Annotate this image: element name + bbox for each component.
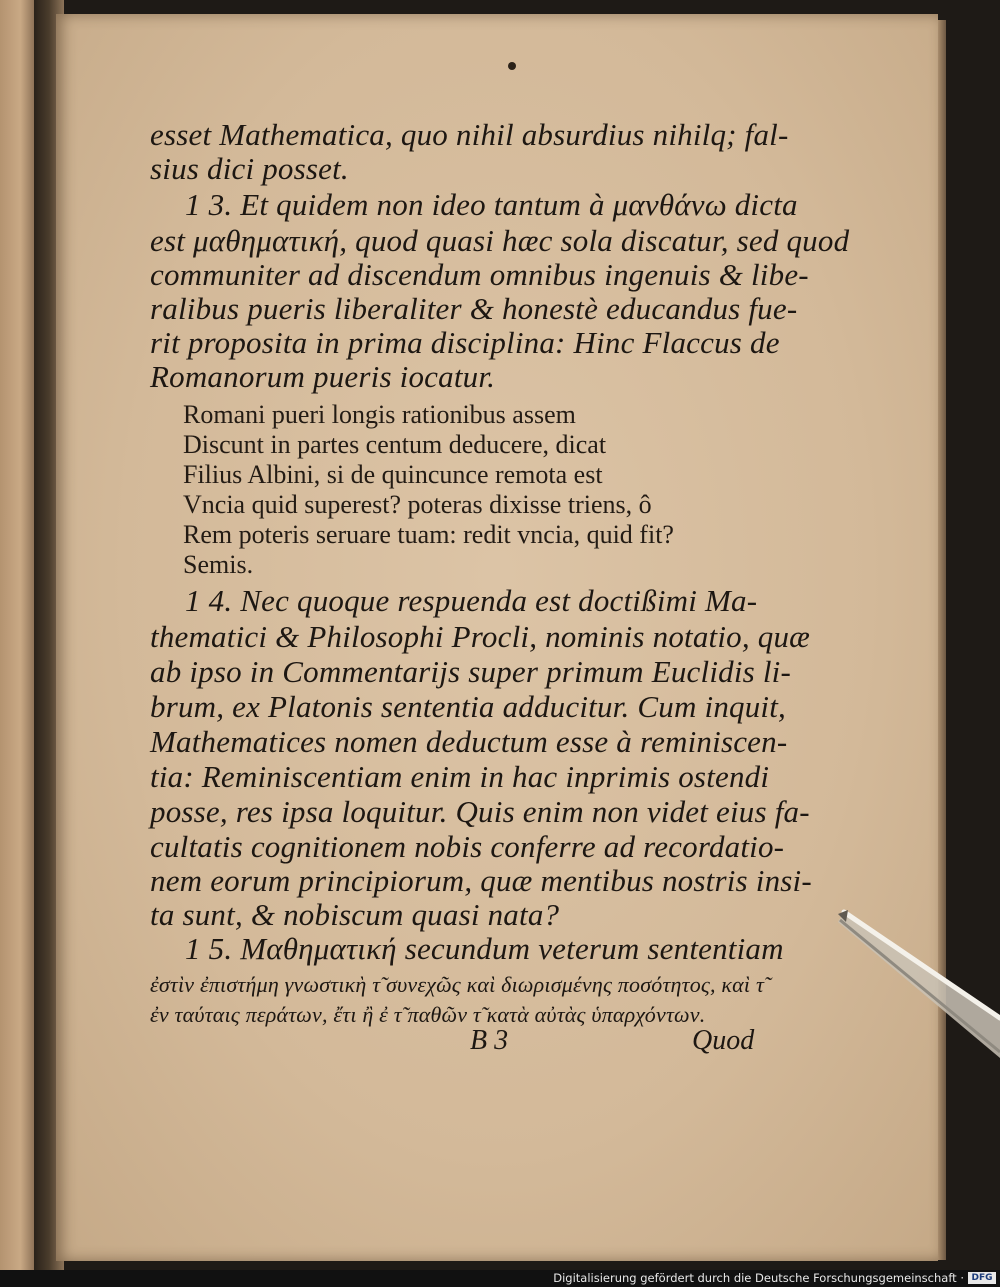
text-line: cultatis cognitionem nobis conferre ad recordatio- [150,829,785,864]
text-line: ab ipso in Commentarijs super primum Euclidis li- [150,654,792,689]
text-line: 1 4. Nec quoque respuenda est doctißimi Ma- [185,583,758,618]
verse-line: Semis. [183,550,254,579]
text-line: sius dici posset. [150,151,349,186]
text-line: nem eorum principiorum, quæ mentibus nostris insi- [150,863,812,898]
verse-line: Romani pueri longis rationibus assem [183,400,576,429]
digitization-credit: Digitalisierung gefördert durch die Deutsche Forschungsgemeinschaft · [553,1271,964,1285]
text-line: tia: Reminiscentiam enim in hac inprimis ostendi [150,759,770,794]
text-line: brum, ex Platonis sententia adducitur. Cum inquit, [150,689,786,724]
previous-page-edge [0,0,34,1270]
text-line: est μαθηματική, quod quasi hæc sola discatur, sed quod [150,223,850,258]
verse-line: Discunt in partes centum deducere, dicat [183,430,607,459]
text-line: thematici & Philosophi Procli, nominis notatio, quæ [150,619,811,654]
text-line: 1 5. Μαθηματική secundum veterum sententiam [185,931,784,966]
text-line: posse, res ipsa loquitur. Quis enim non videt eius fa- [150,794,810,829]
text-line: Romanorum pueris iocatur. [150,359,496,394]
ink-spot [508,62,516,70]
verse-line: Filius Albini, si de quincunce remota est [183,460,603,489]
text-line: esset Mathematica, quo nihil absurdius nihilq; fal- [150,117,789,152]
text-line: communiter ad discendum omnibus ingenuis & libe- [150,257,809,292]
page-right-edge [938,20,946,1260]
verse-line: Vncia quid superest? poteras dixisse triens, ô [183,490,652,519]
text-line: rit proposita in prima disciplina: Hinc Flaccus de [150,325,780,360]
greek-line: ἐν ταύταις περάτων, ἔτι ἢ ἐ τ̃ παθῶν τ̃ κατὰ αὐτὰς ὑπαρχόντων. [150,1002,706,1027]
catchword: Quod [692,1025,755,1056]
dfg-logo: DFG [968,1272,996,1284]
text-line: Mathematices nomen deductum esse à reminiscen- [150,724,788,759]
pen-tip-image [830,900,1000,1060]
text-line: ralibus pueris liberaliter & honestè educandus fue- [150,291,798,326]
text-line: ta sunt, & nobiscum quasi nata? [150,897,560,932]
greek-line: ἐστὶν ἐπιστήμη γνωστικὴ τ̃ συνεχῶς καὶ διωρισμένης ποσότητος, καὶ τ̃ [150,972,765,997]
verse-line: Rem poteris seruare tuam: redit vncia, quid fit? [183,520,674,549]
signature-mark: B 3 [470,1025,509,1056]
text-line: 1 3. Et quidem non ideo tantum à μανθάνω dicta [185,187,798,222]
